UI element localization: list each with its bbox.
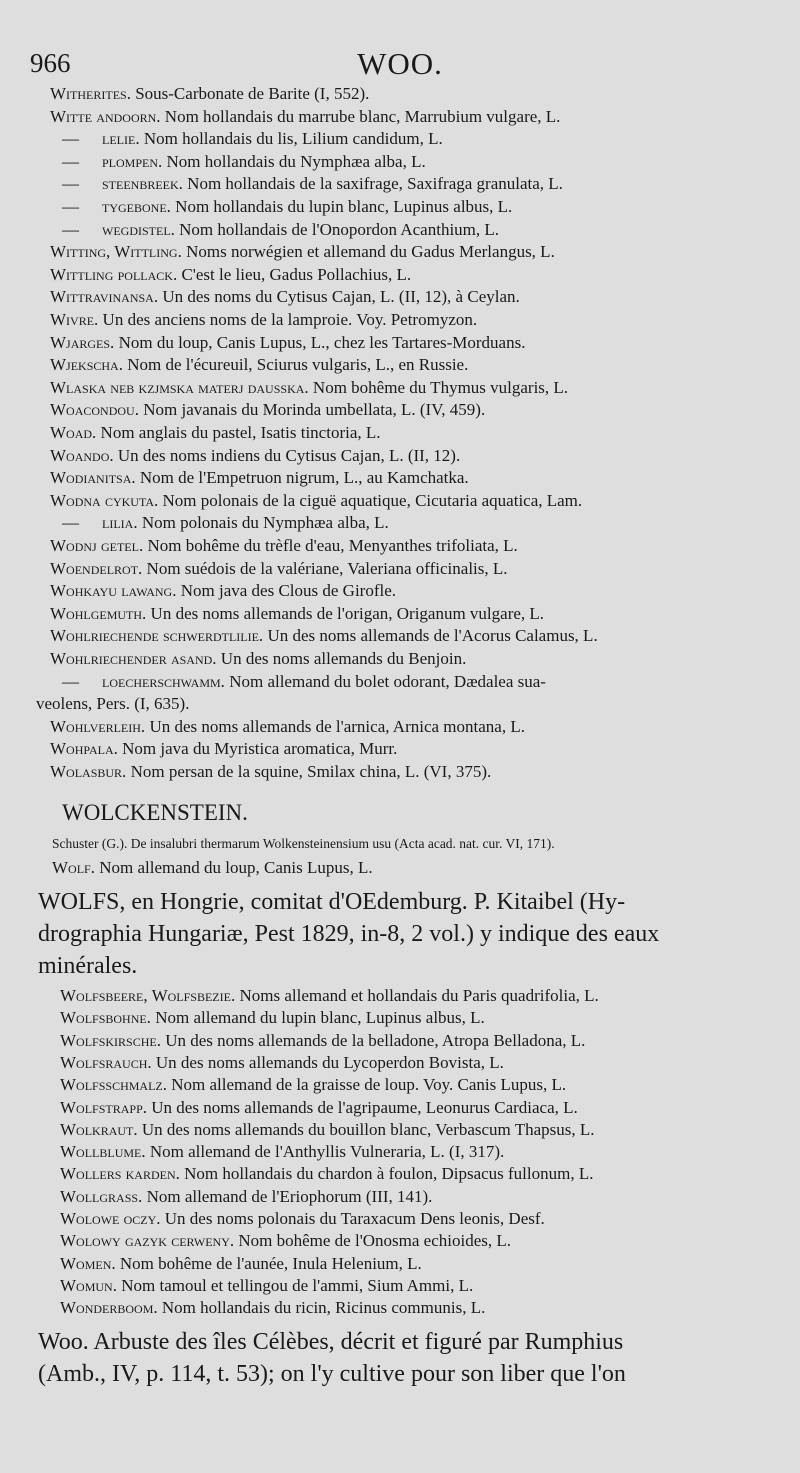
entry-text: Un des noms indiens du Cytisus Cajan, L. (II, 12).: [117, 445, 461, 465]
dictionary-entry: [60, 1164, 594, 1184]
entry-headword: Wlaska neb kzjmska materj dausska.: [50, 377, 309, 397]
entry-headword: Wolfsbeere, Wolfsbezie.: [60, 986, 236, 1005]
entry-dash: —: [62, 174, 79, 194]
entry-text: Sous-Carbonate de Barite (I, 552).: [135, 84, 370, 103]
entry-headword: wegdistel.: [102, 219, 175, 239]
wolfs-paragraph: [38, 886, 768, 982]
paragraph-line: (Amb., IV, p. 114, t. 53); on l'y cultive pour son liber que l'on: [38, 1361, 626, 1387]
page-header: [0, 46, 800, 86]
entry-headword: Witte andoorn.: [50, 106, 161, 126]
entry-headword: Women.: [60, 1253, 116, 1273]
entry-headword: Wollers karden.: [60, 1164, 180, 1184]
entry-headword: Wohlverleih.: [50, 716, 146, 736]
dictionary-entry: [62, 129, 443, 149]
running-title: WOO.: [357, 46, 443, 81]
dictionary-entry: [60, 1075, 566, 1095]
entry-text: Nom hollandais du ricin, Ricinus communis, L.: [161, 1298, 486, 1318]
bibliographic-citation: Schuster (G.). De insalubri thermarum Wolkensteinensium usu (Acta acad. nat. cur. VI, 171).: [52, 836, 555, 851]
entry-headword: Wollblume.: [60, 1142, 146, 1162]
dictionary-entry: [62, 174, 563, 194]
dictionary-entry: [50, 107, 560, 127]
dictionary-entry: [60, 986, 599, 1006]
entry-headword: Wolfsrauch.: [60, 1052, 152, 1072]
entry-headword: Wittling pollack.: [50, 264, 178, 284]
entry-headword: Wjekscha.: [50, 355, 123, 375]
paragraph-line: minérales.: [38, 953, 138, 979]
paragraph-line: drographia Hungariæ, Pest 1829, in-8, 2 vol.) y indique des eaux: [38, 921, 660, 947]
entry-text: Un des noms allemands de l'arnica, Arnica montana, L.: [149, 716, 525, 736]
entry-text: Nom allemand du bolet odorant, Dædalea sua-: [229, 671, 546, 691]
entry-text: Nom hollandais de l'Onopordon Acanthium, L.: [179, 219, 500, 239]
entry-text: Un des noms allemands de l'Acorus Calamus, L.: [267, 626, 598, 646]
entry-headword: Witting, Wittling.: [50, 242, 182, 262]
entry-text: Nom java du Myristica aromatica, Murr.: [122, 739, 398, 759]
dictionary-entry: [50, 468, 469, 488]
entry-headword: Wollgrass.: [60, 1186, 143, 1206]
entry-text: Un des noms polonais du Taraxacum Dens leonis, Desf.: [164, 1209, 545, 1228]
entry-text: Nom hollandais du Nymphæa alba, L.: [166, 151, 426, 171]
entry-headword: Wolfsbohne.: [60, 1008, 151, 1028]
entry-text: Noms allemand et hollandais du Paris quadrifolia, L.: [239, 986, 599, 1005]
entry-text: Noms norwégien et allemand du Gadus Merlangus, L.: [186, 242, 555, 262]
entry-text: Nom anglais du pastel, Isatis tinctoria, L.: [100, 423, 381, 442]
entry-headword: Wohlriechende schwerdtlilie.: [50, 626, 264, 646]
entry-headword: Wolkraut.: [60, 1119, 138, 1139]
entry-headword: plompen.: [102, 151, 163, 171]
dictionary-entry: [50, 423, 381, 443]
entry-dash: —: [62, 151, 79, 171]
entry-text: Nom allemand de la graisse de loup. Voy. Canis Lupus, L.: [171, 1075, 567, 1095]
dictionary-entry: [36, 694, 189, 714]
dictionary-entry: [62, 152, 426, 172]
page-number: 966: [30, 48, 71, 78]
entry-text: Nom polonais du Nymphæa alba, L.: [141, 513, 389, 533]
entry-dash: —: [62, 197, 79, 216]
entry-text: Nom hollandais de la saxifrage, Saxifraga granulata, L.: [187, 174, 563, 194]
entry-headword: Wivre.: [50, 310, 99, 329]
entry-headword: steenbreek.: [102, 174, 183, 194]
entry-headword: Wohlriechender asand.: [50, 649, 217, 668]
entry-text: Nom tamoul et tellingou de l'ammi, Sium Ammi, L.: [121, 1275, 474, 1295]
dictionary-entry: [50, 400, 485, 420]
dictionary-entry: [60, 1231, 511, 1251]
entry-headword: Woando.: [50, 445, 114, 465]
entry-headword: lilia.: [102, 513, 138, 533]
dictionary-entry: [50, 649, 466, 669]
entry-text: veolens, Pers. (I, 635).: [36, 694, 190, 714]
entry-dash: —: [62, 129, 79, 149]
dictionary-entry: [50, 287, 520, 307]
dictionary-entry: [60, 1098, 578, 1118]
entry-headword: Woendelrot.: [50, 558, 143, 578]
entry-headword: Wolf.: [52, 858, 95, 877]
entry-headword: Wolowy gazyk cerweny.: [60, 1231, 235, 1251]
dictionary-entry: [50, 604, 544, 624]
entry-dash: —: [62, 513, 79, 533]
woo-paragraph: [38, 1326, 768, 1390]
dictionary-entry: [60, 1298, 485, 1318]
entry-text: Un des anciens noms de la lamproie. Voy. Petromyzon.: [102, 310, 478, 329]
entry-headword: Wohlgemuth.: [50, 603, 147, 623]
entry-text: C'est le lieu, Gadus Pollachius, L.: [181, 264, 412, 284]
dictionary-entry: [50, 717, 525, 737]
entry-text: Nom bohême de l'aunée, Inula Helenium, L.: [119, 1253, 422, 1273]
dictionary-entry: [50, 762, 491, 782]
entry-text: Un des noms allemands de la belladone, Atropa Belladona, L.: [165, 1030, 586, 1050]
dictionary-entry: [50, 626, 598, 646]
dictionary-entry: [50, 265, 411, 285]
dictionary-entry: [50, 491, 582, 511]
dictionary-entry: [60, 1209, 545, 1229]
entry-headword: tygebone.: [102, 197, 171, 216]
dictionary-entry: [60, 1276, 473, 1296]
entry-text: Nom allemand de l'Eriophorum (III, 141).: [146, 1186, 433, 1206]
entry-headword: Wjarges.: [50, 332, 115, 352]
entry-headword: Womun.: [60, 1275, 117, 1295]
entry-text: Un des noms allemands du Benjoin.: [220, 649, 467, 668]
entry-headword: loecherschwamm.: [102, 671, 225, 691]
entry-headword: lelie.: [102, 129, 140, 149]
dictionary-entry: [60, 1254, 422, 1274]
entry-headword: Wittravinansa.: [50, 287, 159, 307]
dictionary-entry: [50, 310, 477, 330]
entry-text: Nom hollandais du marrube blanc, Marrubium vulgare, L.: [164, 106, 561, 126]
entry-headword: Wohpala.: [50, 739, 118, 759]
dictionary-entry: [50, 355, 468, 375]
entry-headword: Wolasbur.: [50, 762, 127, 781]
entry-headword: Wolfsschmalz.: [60, 1075, 167, 1095]
dictionary-entry: [60, 1008, 485, 1028]
entry-headword: Woad.: [50, 423, 97, 442]
dictionary-entry: [52, 858, 373, 878]
dictionary-entry: [62, 220, 499, 240]
entry-text: Nom java des Clous de Girofle.: [180, 581, 397, 601]
paragraph-line: Woo. Arbuste des îles Célèbes, décrit et figuré par Rumphius: [38, 1329, 624, 1355]
entry-text: Nom javanais du Morinda umbellata, L. (IV, 459).: [143, 400, 486, 420]
entry-text: Nom allemand du lupin blanc, Lupinus albus, L.: [155, 1008, 485, 1028]
entry-text: Nom polonais de la ciguë aquatique, Cicutaria aquatica, Lam.: [162, 490, 583, 510]
dictionary-entry: [62, 197, 512, 217]
dictionary-entry: [62, 672, 546, 692]
dictionary-entry: [60, 1031, 585, 1051]
entry-text: Nom de l'Empetruon nigrum, L., au Kamchatka.: [139, 468, 469, 488]
dictionary-entry: [60, 1053, 504, 1073]
dictionary-entry: [50, 559, 508, 579]
entry-text: Nom allemand de l'Anthyllis Vulneraria, L. (I, 317).: [149, 1142, 505, 1162]
dictionary-entry: [50, 84, 369, 104]
dictionary-entry: [62, 513, 389, 533]
entry-text: Un des noms allemands du Lycoperdon Bovista, L.: [155, 1052, 504, 1072]
section-heading: WOLCKENSTEIN.: [62, 800, 248, 825]
entry-text: Un des noms allemands du bouillon blanc, Verbascum Thapsus, L.: [141, 1119, 595, 1139]
entry-headword: Wodnj getel.: [50, 536, 144, 555]
entry-text: Nom suédois de la valériane, Valeriana officinalis, L.: [146, 558, 508, 578]
entry-headword: Wodna cykuta.: [50, 490, 159, 510]
entry-text: Nom du loup, Canis Lupus, L., chez les Tartares-Morduans.: [118, 332, 526, 352]
dictionary-entry: [60, 1142, 504, 1162]
dictionary-entry: [60, 1120, 595, 1140]
entry-text: Nom hollandais du lis, Lilium candidum, L.: [143, 129, 443, 149]
entry-text: Nom allemand du loup, Canis Lupus, L.: [99, 858, 373, 877]
entry-text: Un des noms allemands de l'origan, Origanum vulgare, L.: [150, 603, 545, 623]
dictionary-entry: [50, 333, 525, 353]
entry-headword: Wolfstrapp.: [60, 1097, 147, 1117]
entry-dash: —: [62, 671, 79, 691]
paragraph-line: WOLFS, en Hongrie, comitat d'OEdemburg. P. Kitaibel (Hy-: [38, 889, 626, 915]
entry-text: Nom hollandais du lupin blanc, Lupinus albus, L.: [175, 197, 513, 216]
entry-headword: Witherites.: [50, 84, 131, 103]
entry-headword: Wodianitsa.: [50, 468, 136, 488]
entry-text: Un des noms du Cytisus Cajan, L. (II, 12), à Ceylan.: [162, 287, 520, 307]
entry-headword: Woacondou.: [50, 400, 139, 420]
entry-text: Nom bohême de l'Onosma echioides, L.: [238, 1231, 511, 1251]
dictionary-entry: [60, 1187, 432, 1207]
entry-text: Nom persan de la squine, Smilax china, L. (VI, 375).: [130, 762, 492, 781]
entry-dash: —: [62, 219, 79, 239]
dictionary-entry: [50, 739, 397, 759]
entry-headword: Wonderboom.: [60, 1298, 158, 1318]
entry-text: Nom de l'écureuil, Sciurus vulgaris, L., en Russie.: [127, 355, 469, 375]
entry-text: Un des noms allemands de l'agripaume, Leonurus Cardiaca, L.: [151, 1097, 578, 1117]
entry-headword: Wolfskirsche.: [60, 1030, 161, 1050]
entry-headword: Wolowe oczy.: [60, 1209, 161, 1228]
dictionary-entry: [50, 581, 396, 601]
entry-headword: Wohkayu lawang.: [50, 581, 177, 601]
dictionary-entry: [50, 242, 555, 262]
entry-text: Nom bohême du Thymus vulgaris, L.: [312, 377, 569, 397]
dictionary-entry: [50, 378, 568, 398]
dictionary-entry: [50, 446, 460, 466]
dictionary-entry: [50, 536, 518, 556]
entry-text: Nom hollandais du chardon à foulon, Dipsacus fullonum, L.: [184, 1164, 594, 1184]
entry-text: Nom bohême du trèfle d'eau, Menyanthes trifoliata, L.: [147, 536, 518, 555]
